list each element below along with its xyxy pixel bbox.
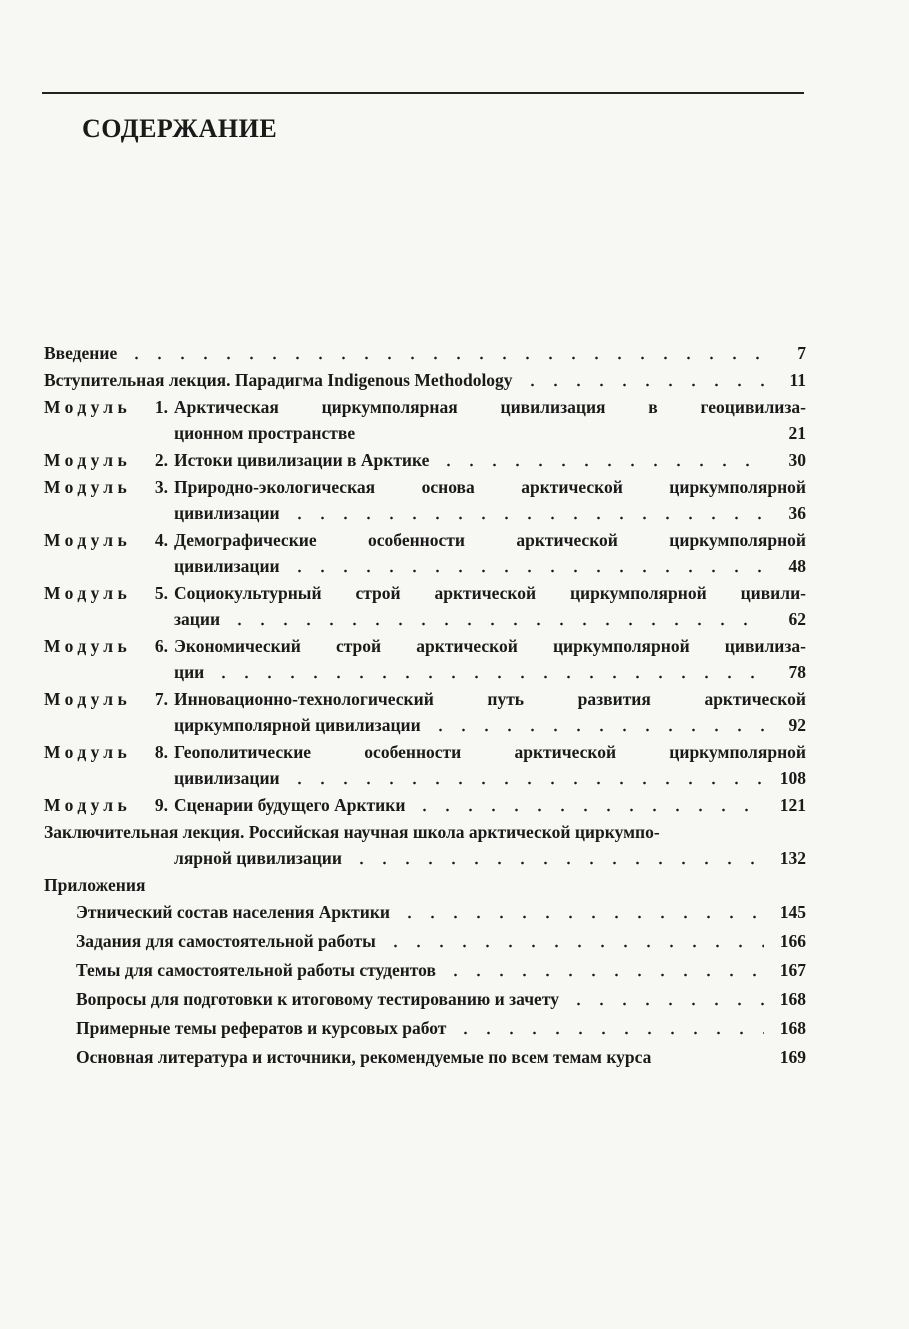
module-number: 6. bbox=[154, 636, 168, 656]
toc-entry-appendix-5[interactable] bbox=[76, 1015, 806, 1041]
toc-entry-module-7[interactable] bbox=[44, 686, 806, 738]
toc-page-number: 7 bbox=[797, 343, 806, 363]
toc-entry-module-8[interactable] bbox=[44, 739, 806, 791]
toc-page-number: 121 bbox=[779, 795, 806, 815]
toc-page-number: 92 bbox=[788, 715, 806, 735]
toc-page-number: 168 bbox=[779, 1018, 806, 1038]
toc-entry-appendix-1[interactable] bbox=[76, 899, 806, 925]
module-title-line1: Сценарии будущего Арктики bbox=[174, 795, 406, 815]
module-number: 1. bbox=[154, 397, 168, 417]
module-title-line2: цивилизации bbox=[174, 503, 280, 523]
module-label: Модуль bbox=[44, 689, 132, 709]
appendix-list bbox=[44, 899, 806, 1070]
toc-entry-text: Задания для самостоятельной работы bbox=[76, 931, 376, 951]
toc-page-number: 166 bbox=[779, 931, 806, 951]
toc-entry-opening-lecture[interactable] bbox=[44, 367, 806, 393]
module-label: Модуль bbox=[44, 397, 132, 417]
toc-page-number: 168 bbox=[779, 989, 806, 1009]
toc-entry-module-3[interactable] bbox=[44, 474, 806, 526]
toc-entry-text: Вступительная лекция. Парадигма Indigenous Methodology bbox=[44, 370, 513, 390]
module-label: Модуль bbox=[44, 795, 132, 815]
module-label: Модуль bbox=[44, 450, 132, 470]
toc-entry-module-9[interactable] bbox=[44, 792, 806, 818]
toc-entry-final-lecture[interactable] bbox=[44, 819, 806, 871]
module-number: 8. bbox=[154, 742, 168, 762]
toc-entry-text: Основная литература и источники, рекомендуемые по всем темам курса bbox=[76, 1047, 652, 1067]
toc-page-number: 169 bbox=[779, 1047, 806, 1067]
toc-page-number: 62 bbox=[788, 609, 806, 629]
toc-page-number: 167 bbox=[779, 960, 806, 980]
module-title-line1: Социокультурный строй арктической циркумполярной цивили- bbox=[174, 583, 806, 603]
module-title-line2: ции bbox=[174, 662, 205, 682]
dot-leader bbox=[212, 675, 764, 679]
dot-leader bbox=[444, 973, 764, 977]
module-label: Модуль bbox=[44, 583, 132, 603]
module-label: Модуль bbox=[44, 530, 132, 550]
dot-leader bbox=[413, 808, 764, 812]
toc-page-number: 11 bbox=[789, 370, 806, 390]
toc-entry-module-4[interactable] bbox=[44, 527, 806, 579]
module-title-line2: зации bbox=[174, 609, 221, 629]
dot-leader bbox=[521, 383, 764, 387]
dot-leader bbox=[567, 1002, 764, 1006]
module-title-line1: Истоки цивилизации в Арктике bbox=[174, 450, 430, 470]
table-of-contents bbox=[44, 340, 806, 1073]
dot-leader bbox=[228, 622, 764, 626]
toc-entry-appendix-4[interactable] bbox=[76, 986, 806, 1012]
toc-page-number: 30 bbox=[788, 450, 806, 470]
dot-leader bbox=[384, 944, 764, 948]
toc-entry-text: Этнический состав населения Арктики bbox=[76, 902, 391, 922]
toc-entry-module-6[interactable] bbox=[44, 633, 806, 685]
module-number: 2. bbox=[154, 450, 168, 470]
module-title-line2: ционном пространстве bbox=[174, 423, 356, 443]
module-number: 4. bbox=[154, 530, 168, 550]
module-label: Модуль bbox=[44, 742, 132, 762]
toc-page-number: 48 bbox=[788, 556, 806, 576]
toc-entry-text-cont: лярной цивилизации bbox=[174, 848, 342, 868]
toc-page-number: 21 bbox=[788, 423, 806, 443]
dot-leader bbox=[288, 781, 764, 785]
toc-page-number: 78 bbox=[788, 662, 806, 682]
toc-entry-text: Темы для самостоятельной работы студентов bbox=[76, 960, 436, 980]
module-title-line1: Арктическая циркумполярная цивилизация в геоцивилиза- bbox=[174, 397, 806, 417]
module-title-line1: Демографические особенности арктической циркумполярной bbox=[174, 530, 806, 550]
toc-page-number: 132 bbox=[779, 848, 806, 868]
toc-entry-appendix-6[interactable] bbox=[76, 1044, 806, 1070]
appendix-title: Приложения bbox=[44, 875, 146, 895]
module-title-line2: цивилизации bbox=[174, 556, 280, 576]
toc-entry-introduction[interactable] bbox=[44, 340, 806, 366]
module-title-line2: циркумполярной цивилизации bbox=[174, 715, 421, 735]
toc-entry-module-5[interactable] bbox=[44, 580, 806, 632]
toc-entry-module-1[interactable] bbox=[44, 394, 806, 446]
module-title-line1: Инновационно-технологический путь развития арктической bbox=[174, 689, 806, 709]
toc-entry-module-2[interactable] bbox=[44, 447, 806, 473]
page-title: СОДЕРЖАНИЕ bbox=[82, 114, 278, 143]
dot-leader bbox=[454, 1031, 764, 1035]
module-label: Модуль bbox=[44, 636, 132, 656]
module-title-line1: Экономический строй арктической циркумполярной цивилиза- bbox=[174, 636, 806, 656]
toc-entry-text: Введение bbox=[44, 343, 118, 363]
dot-leader bbox=[125, 356, 764, 360]
module-number: 3. bbox=[154, 477, 168, 497]
toc-entry-text: Вопросы для подготовки к итоговому тестированию и зачету bbox=[76, 989, 559, 1009]
module-number: 5. bbox=[154, 583, 168, 603]
module-label: Модуль bbox=[44, 477, 132, 497]
toc-entry-text: Примерные темы рефератов и курсовых работ bbox=[76, 1018, 447, 1038]
module-title-line2: цивилизации bbox=[174, 768, 280, 788]
toc-page-number: 145 bbox=[779, 902, 806, 922]
toc-entry-appendix-3[interactable] bbox=[76, 957, 806, 983]
dot-leader bbox=[429, 728, 764, 732]
toc-page-number: 108 bbox=[779, 768, 806, 788]
dot-leader bbox=[288, 516, 764, 520]
top-rule bbox=[42, 92, 804, 94]
module-number: 7. bbox=[154, 689, 168, 709]
module-number: 9. bbox=[154, 795, 168, 815]
module-title-line1: Геополитические особенности арктической циркумполярной bbox=[174, 742, 806, 762]
dot-leader bbox=[288, 569, 764, 573]
appendix-heading bbox=[44, 872, 806, 898]
dot-leader bbox=[350, 861, 764, 865]
module-title-line1: Природно-экологическая основа арктической циркумполярной bbox=[174, 477, 806, 497]
dot-leader bbox=[437, 463, 764, 467]
toc-page-number: 36 bbox=[788, 503, 806, 523]
toc-entry-text: Заключительная лекция. Российская научная школа арктической циркумпо- bbox=[44, 822, 660, 842]
dot-leader bbox=[398, 915, 764, 919]
toc-entry-appendix-2[interactable] bbox=[76, 928, 806, 954]
